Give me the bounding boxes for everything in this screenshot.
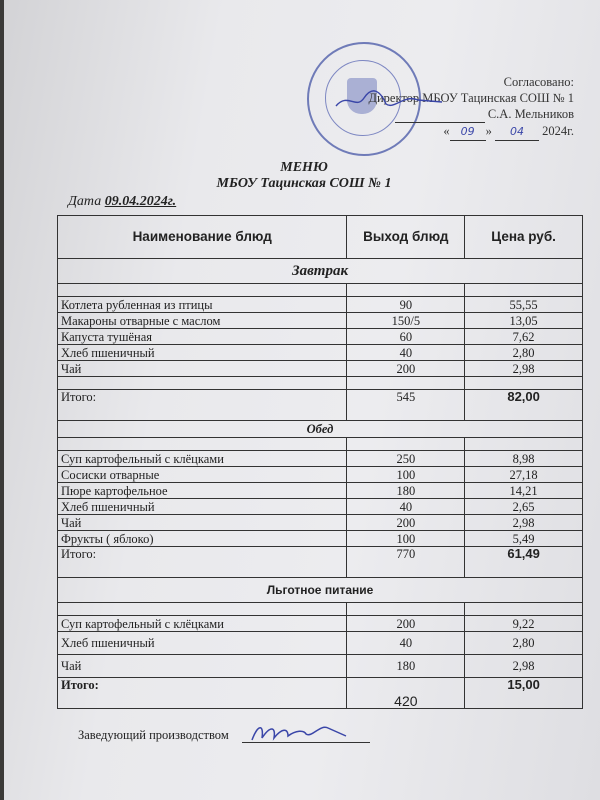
dish-yield: 200 [347, 361, 465, 377]
section-lunch [58, 421, 583, 438]
dish-name: Макароны отварные с маслом [58, 313, 347, 329]
dish-price: 2,80 [465, 632, 583, 655]
director-name: С.А. Мельников [487, 107, 574, 121]
table-row [58, 329, 583, 345]
dish-price: 2,98 [465, 515, 583, 531]
total-label [58, 678, 347, 709]
dish-name: Хлеб пшеничный [58, 632, 347, 655]
menu-title: МЕНЮ [280, 160, 328, 175]
dish-name: Капуста тушёная [58, 329, 347, 345]
total-yield: 420 [347, 678, 465, 709]
col-header-yield: Выход блюд [347, 216, 465, 259]
menu-table [57, 215, 583, 709]
approval-year: 2024г. [542, 124, 574, 138]
section-breakfast [58, 259, 583, 284]
dish-yield: 60 [347, 329, 465, 345]
dish-name: Чай [58, 515, 347, 531]
table-row [58, 483, 583, 499]
table-row [58, 655, 583, 678]
table-row [58, 297, 583, 313]
dish-price: 7,62 [465, 329, 583, 345]
dish-name: Суп картофельный с клёцками [58, 451, 347, 467]
dish-name: Сосиски отварные [58, 467, 347, 483]
total-price [465, 678, 583, 709]
footer-signature-block [78, 728, 229, 743]
dish-name: Фрукты ( яблоко) [58, 531, 347, 547]
total-yield: 545 [347, 390, 465, 421]
dish-yield: 200 [347, 616, 465, 632]
menu-date [68, 194, 176, 210]
approval-line1: Согласовано: [503, 75, 574, 89]
dish-name: Суп картофельный с клёцками [58, 616, 347, 632]
footer-label: Заведующий производством [78, 728, 229, 742]
total-label-text: Итого: [61, 678, 99, 692]
total-yield: 770 [347, 547, 465, 578]
dish-yield: 150/5 [347, 313, 465, 329]
dish-yield: 90 [347, 297, 465, 313]
manager-signature-icon [248, 718, 348, 746]
dish-name: Хлеб пшеничный [58, 499, 347, 515]
table-row [58, 345, 583, 361]
lunch-total-row [58, 547, 583, 578]
table-header-row [58, 216, 583, 259]
total-label: Итого: [58, 390, 347, 421]
dish-price: 55,55 [465, 297, 583, 313]
table-row [58, 377, 583, 390]
approval-line2: Директор МБОУ Тацинская СОШ № 1 [368, 91, 574, 105]
dish-price: 2,80 [465, 345, 583, 361]
table-row [58, 616, 583, 632]
table-row [58, 313, 583, 329]
dish-price: 8,98 [465, 451, 583, 467]
table-row [58, 467, 583, 483]
dish-yield: 180 [347, 483, 465, 499]
section-title: Завтрак [58, 259, 583, 284]
total-price-value: 15,00 [507, 677, 540, 692]
table-row [58, 499, 583, 515]
dish-name: Чай [58, 655, 347, 678]
table-row [58, 632, 583, 655]
dish-price: 5,49 [465, 531, 583, 547]
school-name: МБОУ Тацинская СОШ № 1 [216, 176, 392, 191]
dish-yield: 100 [347, 531, 465, 547]
dish-yield: 250 [347, 451, 465, 467]
breakfast-total-row [58, 390, 583, 421]
table-row [58, 438, 583, 451]
table-row [58, 531, 583, 547]
dish-price: 27,18 [465, 467, 583, 483]
table-row [58, 361, 583, 377]
total-price-value: 61,49 [507, 546, 540, 561]
table-row [58, 284, 583, 297]
director-signature-icon [334, 88, 444, 112]
section-discount [58, 578, 583, 603]
col-header-price: Цена руб. [465, 216, 583, 259]
dish-price: 13,05 [465, 313, 583, 329]
date-value: 09.04.2024г. [104, 194, 177, 209]
approval-day: 09 [450, 124, 486, 141]
section-title: Обед [58, 421, 583, 438]
table-row [58, 451, 583, 467]
dish-yield: 180 [347, 655, 465, 678]
dish-name: Котлета рубленная из птицы [58, 297, 347, 313]
dish-yield: 100 [347, 467, 465, 483]
dish-yield: 40 [347, 632, 465, 655]
date-label: Дата [68, 194, 102, 209]
dish-yield: 40 [347, 345, 465, 361]
discount-total-row [58, 678, 583, 709]
document-page [4, 0, 600, 800]
dish-price: 2,98 [465, 361, 583, 377]
dish-price: 14,21 [465, 483, 583, 499]
table-row [58, 603, 583, 616]
total-label: Итого: [58, 547, 347, 578]
section-title-text: Льготное питание [266, 583, 374, 597]
table-row [58, 515, 583, 531]
dish-name: Чай [58, 361, 347, 377]
approval-date-line: « 09 » 04 2024г. [368, 123, 574, 141]
dish-yield: 40 [347, 499, 465, 515]
approval-month: 04 [495, 124, 539, 141]
dish-name: Пюре картофельное [58, 483, 347, 499]
section-title [58, 578, 583, 603]
dish-yield: 200 [347, 515, 465, 531]
dish-name: Хлеб пшеничный [58, 345, 347, 361]
dish-price: 2,98 [465, 655, 583, 678]
total-price [465, 390, 583, 421]
dish-price: 2,65 [465, 499, 583, 515]
col-header-name: Наименование блюд [58, 216, 347, 259]
total-price-value: 82,00 [507, 389, 540, 404]
dish-price: 9,22 [465, 616, 583, 632]
total-price [465, 547, 583, 578]
